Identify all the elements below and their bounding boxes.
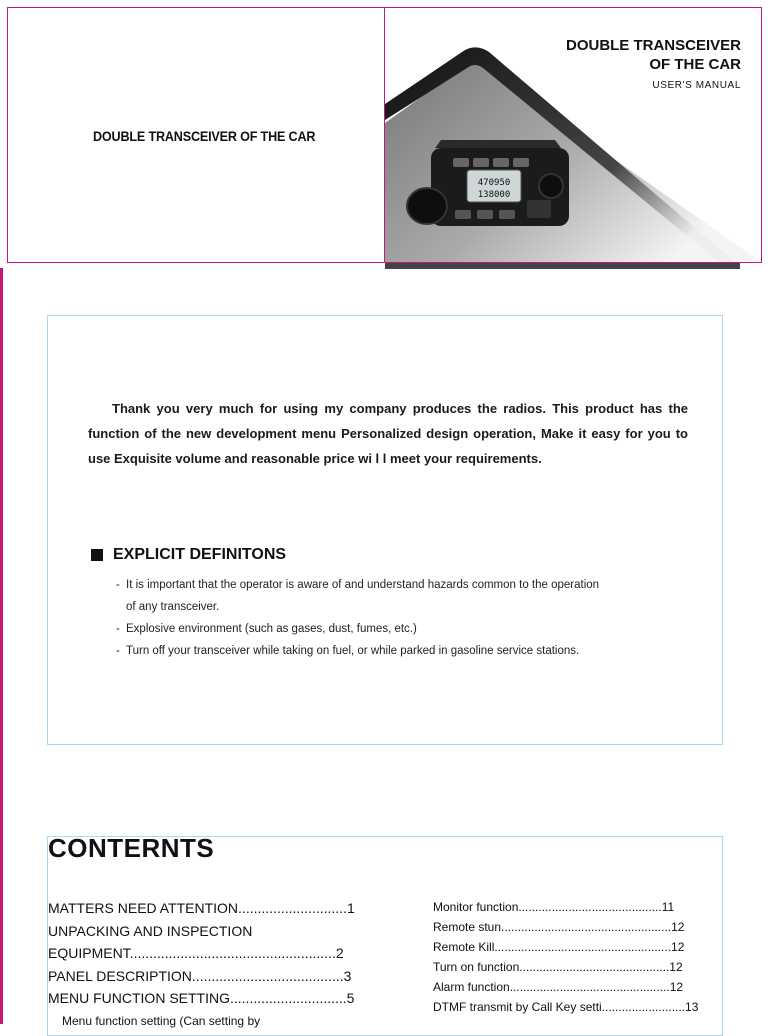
front-cover	[385, 8, 761, 262]
definitions-list	[116, 574, 716, 662]
toc-entry[interactable]: Monitor function...........................................11	[433, 900, 675, 914]
toc-entry[interactable]: EQUIPMENT.....................................................2	[48, 945, 344, 961]
definition-item: - Explosive environment (such as gases, dust, fumes, etc.)	[116, 623, 417, 635]
toc-entry[interactable]: PANEL DESCRIPTION.......................................3	[48, 967, 352, 984]
toc-entry[interactable]: DTMF transmit by Call Key setti.........................13	[433, 1000, 699, 1014]
back-cover-title: DOUBLE TRANSCEIVER OF THE CAR	[93, 128, 316, 144]
left-edge-bar	[0, 268, 3, 1024]
definition-item: - It is important that the operator is aware of and understand hazards common to the operation of any transceiver.	[116, 579, 600, 613]
cover-bottom-strip	[385, 263, 740, 269]
intro-page	[47, 315, 723, 745]
svg-text:138000: 138000	[477, 190, 511, 200]
toc-left-column	[48, 897, 383, 1032]
toc-subentry[interactable]: Menu function setting (Can setting by	[62, 1013, 261, 1028]
cover-spread	[7, 7, 762, 263]
svg-text:470950: 470950	[477, 178, 511, 188]
definition-item: - Turn off your transceiver while taking on fuel, or while parked in gasoline service stations.	[116, 645, 580, 657]
contents-heading: CONTERNTS	[48, 833, 215, 863]
toc-entry[interactable]: Alarm function................................................12	[433, 980, 684, 994]
cover-subtitle: USER'S MANUAL	[652, 80, 741, 91]
cover-title: DOUBLE TRANSCEIVER OF THE CAR	[565, 37, 741, 73]
toc-entry[interactable]: MATTERS NEED ATTENTION............................1	[48, 900, 355, 916]
section-heading: EXPLICIT DEFINITONS	[91, 546, 286, 564]
toc-entry[interactable]: Remote stun...................................................12	[433, 920, 685, 934]
toc-entry[interactable]: MENU FUNCTION SETTING..............................5	[48, 990, 355, 1006]
toc-entry[interactable]: Turn on function.............................................12	[433, 960, 683, 974]
toc-entry[interactable]: UNPACKING AND INSPECTION	[48, 922, 253, 939]
toc-entry[interactable]: Remote Kill.....................................................12	[433, 940, 685, 954]
thank-you-paragraph: Thank you very much for using my company produces the radios. This product has the function of the new development menu Personalized design operation, Make it easy for you to use Exquisite volume and reasonable price wi l l meet your requirements.	[88, 401, 688, 466]
toc-right-column	[433, 897, 723, 1017]
square-bullet-icon	[91, 549, 103, 561]
